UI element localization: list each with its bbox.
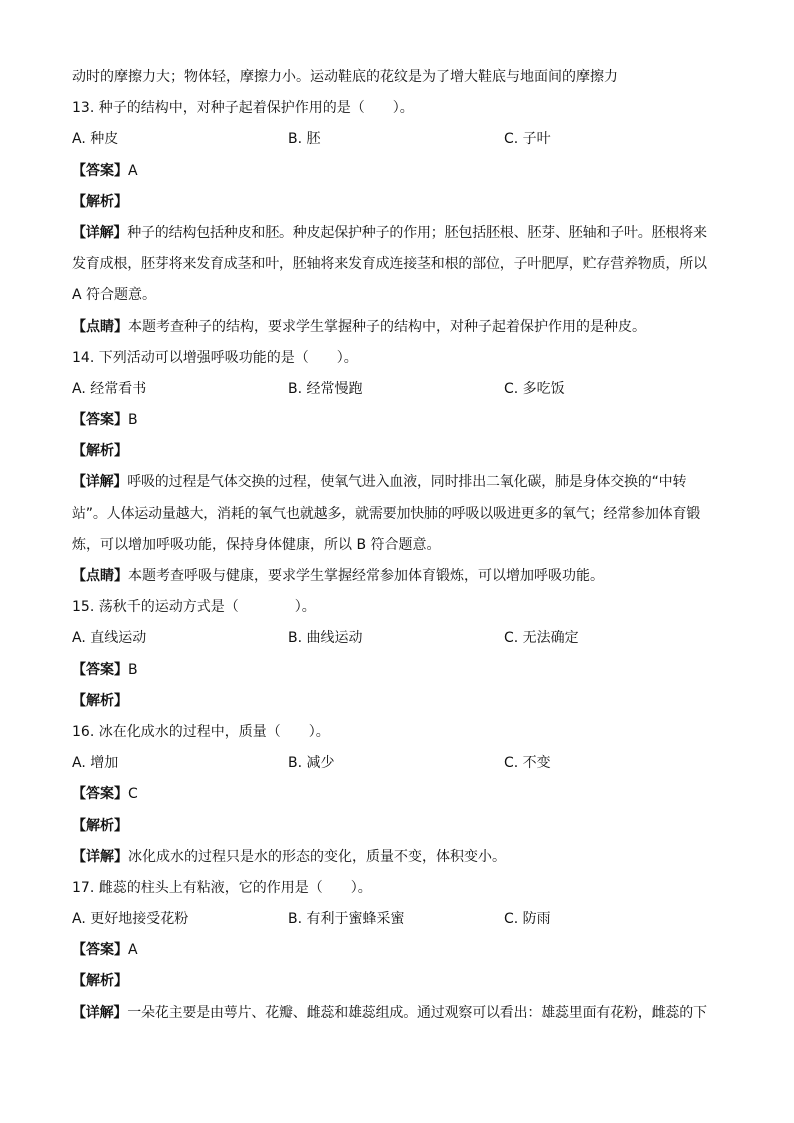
question-15-analysis-tag: 【解析】 bbox=[72, 692, 128, 709]
question-13-detail-3: A 符合题意。 bbox=[72, 287, 157, 304]
detail-text: 一朵花主要是由萼片、花瓣、雌蕊和雄蕊组成。通过观察可以看出：雄蕊里面有花粉，雌蕊的下 bbox=[127, 1004, 707, 1021]
comment-tag: 【点睛】 bbox=[72, 318, 128, 335]
question-13-options bbox=[72, 124, 724, 155]
option-c: C. 不变 bbox=[504, 755, 551, 772]
option-c: C. 防雨 bbox=[504, 911, 551, 928]
option-b: B. 胚 bbox=[288, 131, 321, 148]
comment-tag: 【点睛】 bbox=[72, 568, 128, 584]
question-14-detail-1 bbox=[72, 467, 724, 498]
answer-value: C bbox=[128, 786, 138, 803]
answer-value: B bbox=[128, 412, 138, 429]
question-16-stem: 16. 冰在化成水的过程中，质量（ ）。 bbox=[72, 723, 330, 740]
detail-tag: 【详解】 bbox=[72, 474, 128, 491]
question-14-answer bbox=[72, 405, 724, 436]
question-16-answer bbox=[72, 779, 724, 810]
option-b: B. 经常慢跑 bbox=[288, 380, 363, 397]
question-13-analysis-tag: 【解析】 bbox=[72, 193, 128, 210]
option-c: C. 多吃饭 bbox=[504, 380, 565, 397]
question-14-detail-2: 站”。人体运动量越大，消耗的氧气也就越多，就需要加快肺的呼吸以吸进更多的氧气；经常参加体育锻 bbox=[72, 505, 701, 522]
question-15-options bbox=[72, 623, 724, 654]
option-b: B. 减少 bbox=[288, 755, 335, 772]
question-14-options bbox=[72, 374, 724, 405]
question-17-answer bbox=[72, 935, 724, 966]
option-b: B. 有利于蜜蜂采蜜 bbox=[288, 911, 405, 928]
option-a: A. 经常看书 bbox=[72, 380, 147, 397]
question-17-stem: 17. 雌蕊的柱头上有粘液，它的作用是（ ）。 bbox=[72, 879, 372, 896]
text-line: 动时的摩擦力大；物体轻，摩擦力小。运动鞋底的花纹是为了增大鞋底与地面间的摩擦力 bbox=[72, 69, 618, 85]
detail-text: 种子的结构包括种皮和胚。种皮起保护种子的作用；胚包括胚根、胚芽、胚轴和子叶。胚根将来 bbox=[127, 224, 707, 241]
answer-tag: 【答案】 bbox=[72, 661, 128, 678]
answer-tag: 【答案】 bbox=[72, 162, 128, 179]
answer-value: A bbox=[128, 942, 138, 959]
answer-tag: 【答案】 bbox=[72, 942, 128, 959]
question-15-stem: 15. 荡秋千的运动方式是（ ）。 bbox=[72, 599, 316, 616]
question-16-detail-1 bbox=[72, 842, 724, 873]
question-14-detail-3: 炼，可以增加呼吸功能，保持身体健康，所以 B 符合题意。 bbox=[72, 536, 441, 553]
question-16-options bbox=[72, 748, 724, 779]
document-page bbox=[72, 62, 724, 1029]
question-15-answer bbox=[72, 655, 724, 686]
question-13-detail-2: 发育成根，胚芽将来发育成茎和叶，胚轴将来发育成连接茎和根的部位，子叶肥厚，贮存营养物质，所以 bbox=[72, 256, 707, 273]
comment-text: 本题考查种子的结构，要求学生掌握种子的结构中，对种子起着保护作用的是种皮。 bbox=[128, 318, 646, 335]
answer-value: B bbox=[128, 661, 138, 678]
comment-text: 本题考查呼吸与健康，要求学生掌握经常参加体育锻炼，可以增加呼吸功能。 bbox=[128, 568, 604, 584]
question-14-stem: 14. 下列活动可以增强呼吸功能的是（ ）。 bbox=[72, 349, 358, 366]
option-b: B. 曲线运动 bbox=[288, 630, 363, 647]
question-14-analysis-tag: 【解析】 bbox=[72, 443, 128, 460]
question-17-options bbox=[72, 904, 724, 935]
option-a: A. 种皮 bbox=[72, 131, 119, 148]
option-a: A. 更好地接受花粉 bbox=[72, 911, 189, 928]
detail-tag: 【详解】 bbox=[72, 1004, 128, 1021]
question-13-comment bbox=[72, 312, 724, 343]
question-13-stem: 13. 种子的结构中，对种子起着保护作用的是（ ）。 bbox=[72, 100, 414, 117]
answer-tag: 【答案】 bbox=[72, 786, 128, 803]
detail-text: 冰化成水的过程只是水的形态的变化，质量不变，体积变小。 bbox=[128, 848, 506, 865]
option-c: C. 子叶 bbox=[504, 131, 551, 148]
question-17-analysis-tag: 【解析】 bbox=[72, 973, 128, 990]
answer-value: A bbox=[128, 162, 138, 179]
detail-tag: 【详解】 bbox=[72, 848, 128, 865]
option-c: C. 无法确定 bbox=[504, 630, 579, 647]
question-13-answer bbox=[72, 156, 724, 187]
answer-tag: 【答案】 bbox=[72, 412, 128, 429]
question-13-detail-1 bbox=[72, 218, 724, 249]
question-14-comment bbox=[72, 561, 724, 592]
question-17-detail-1 bbox=[72, 998, 724, 1029]
question-16-analysis-tag: 【解析】 bbox=[72, 817, 128, 834]
option-a: A. 直线运动 bbox=[72, 630, 147, 647]
detail-tag: 【详解】 bbox=[72, 224, 128, 241]
option-a: A. 增加 bbox=[72, 755, 119, 772]
detail-text: 呼吸的过程是气体交换的过程，使氧气进入血液，同时排出二氧化碳，肺是身体交换的“中转 bbox=[127, 474, 687, 491]
